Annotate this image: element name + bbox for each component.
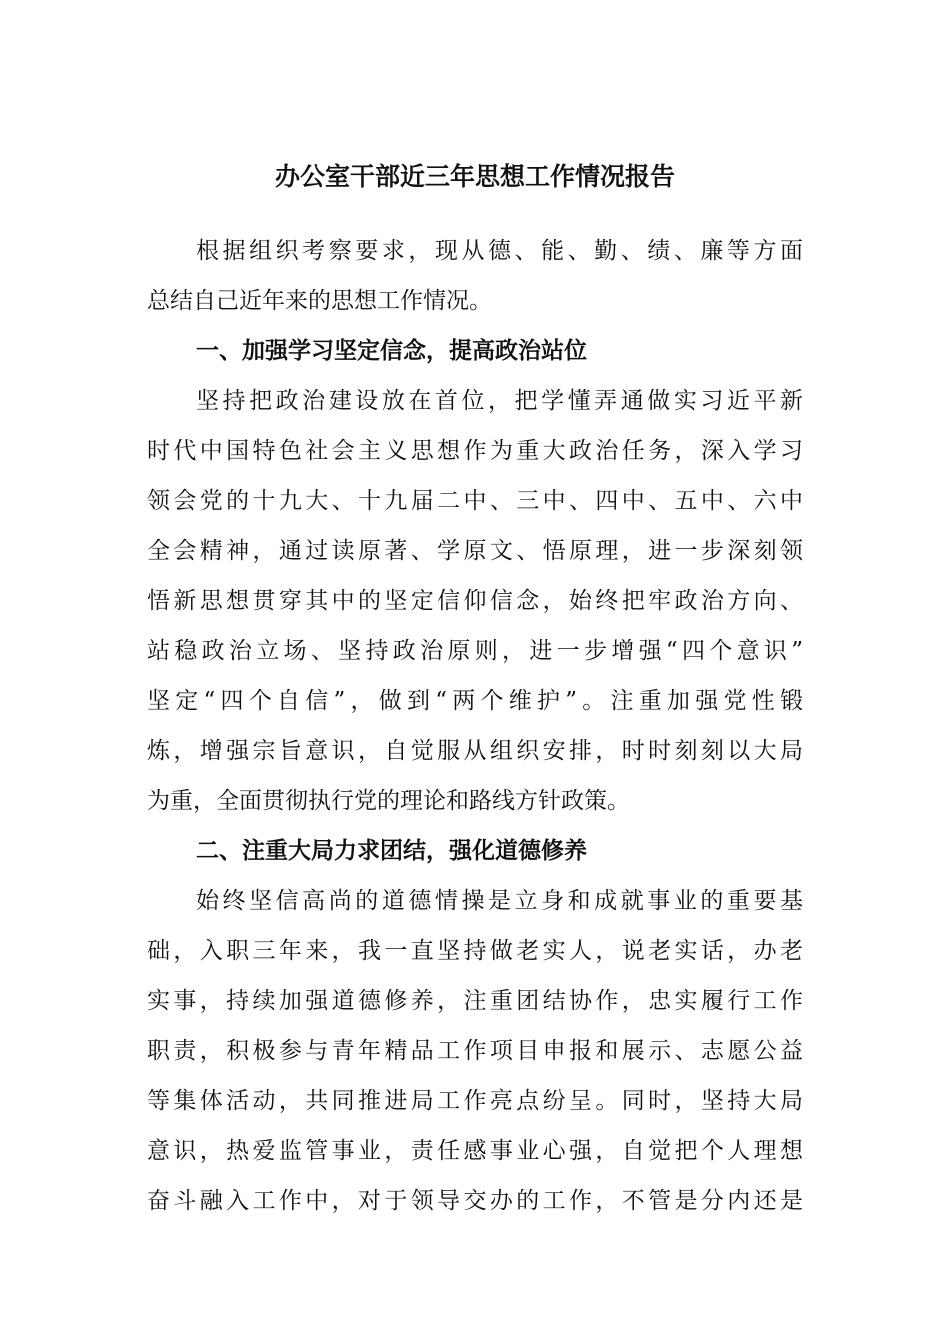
paragraph-line: 领会党的十九大、十九届二中、三中、四中、五中、六中	[147, 488, 803, 514]
paragraph-line: 等集体活动，共同推进局工作亮点纷呈。同时，坚持大局	[147, 1088, 803, 1114]
document-body	[147, 226, 803, 1226]
paragraph-line: 悟新思想贯穿其中的坚定信仰信念，始终把牢政治方向、	[147, 588, 803, 614]
paragraph-line: 时代中国特色社会主义思想作为重大政治任务，深入学习	[147, 438, 803, 464]
paragraph-line: 炼，增强宗旨意识，自觉服从组织安排，时时刻刻以大局	[147, 738, 803, 764]
paragraph-line: 始终坚信高尚的道德情操是立身和成就事业的重要基	[196, 888, 803, 914]
paragraph-line: 全会精神，通过读原著、学原文、悟原理，进一步深刻领	[147, 538, 803, 564]
document-title: 办公室干部近三年思想工作情况报告	[274, 162, 675, 191]
section-heading: 二、注重大局力求团结，强化道德修养	[196, 837, 587, 864]
paragraph-line: 总结自己近年来的思想工作情况。	[147, 288, 492, 314]
section-heading: 一、加强学习坚定信念，提高政治站位	[196, 337, 587, 364]
paragraph-line: 意识，热爱监管事业，责任感事业心强，自觉把个人理想	[147, 1138, 803, 1164]
paragraph-line: 奋斗融入工作中，对于领导交办的工作，不管是分内还是	[147, 1188, 803, 1214]
paragraph-line: 实事，持续加强道德修养，注重团结协作，忠实履行工作	[147, 988, 803, 1014]
paragraph-line: 职责，积极参与青年精品工作项目申报和展示、志愿公益	[147, 1038, 803, 1064]
paragraph-line: 站稳政治立场、坚持政治原则，进一步增强“四个意识”	[147, 638, 803, 664]
paragraph-line: 坚持把政治建设放在首位，把学懂弄通做实习近平新	[196, 388, 803, 414]
paragraph-line: 为重，全面贯彻执行党的理论和路线方针政策。	[147, 788, 630, 814]
paragraph-line: 础，入职三年来，我一直坚持做老实人，说老实话，办老	[147, 938, 803, 964]
paragraph-line: 根据组织考察要求，现从德、能、勤、绩、廉等方面	[196, 238, 803, 264]
paragraph-line: 坚定“四个自信”，做到“两个维护”。注重加强党性锻	[147, 688, 803, 714]
